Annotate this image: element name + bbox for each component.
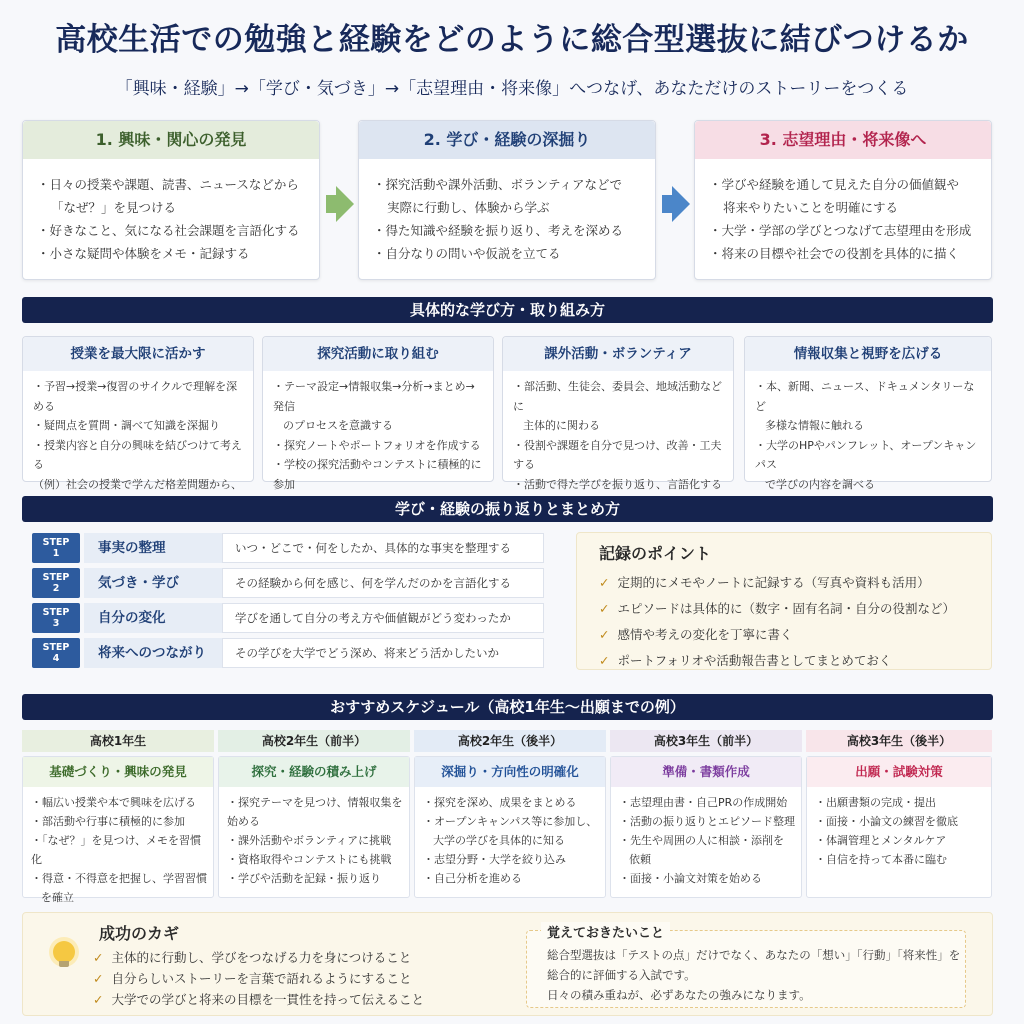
stage-item: ・大学・学部の学びとつなげて志望理由を形成 (709, 223, 972, 238)
schedule-card (610, 756, 802, 898)
method-card-classes (22, 336, 254, 491)
schedule-theme: 探究・経験の積み上げ (219, 757, 409, 787)
schedule-item: ・先生や周囲の人に相談・添削を (619, 834, 784, 847)
check-icon: ✓ (93, 971, 104, 986)
right-arrow-icon (672, 186, 690, 222)
step-description: その経験から何を感じ、何を学んだのかを言語化する (222, 568, 544, 598)
method-title: 探究活動に取り組む (263, 337, 493, 371)
step-badge: STEP 2 (32, 568, 80, 598)
stage-item: 将来やりたいことを明確にする (723, 200, 899, 215)
lightbulb-icon (53, 941, 75, 963)
method-item: ・部活動、生徒会、委員会、地域活動などに (513, 380, 722, 413)
schedule-item: ・活動の振り返りとエピソード整理 (619, 815, 795, 828)
success-key-item: ✓ 自分らしいストーリーを言葉で語れるようにすること (93, 971, 412, 986)
method-item: のプロセスを意識する (283, 419, 393, 432)
success-key-item: ✓ 大学での学びと将来の目標を一貫性を持って伝えること (93, 992, 424, 1007)
check-icon: ✓ (93, 950, 104, 965)
stage-item: ・得た知識や経験を振り返り、考えを深める (373, 223, 624, 238)
schedule-item: ・自己分析を進める (423, 872, 522, 885)
method-item: 主体的に関わる (523, 419, 600, 432)
schedule-item: 大学の学びを具体的に知る (433, 834, 565, 847)
schedule-item: ・部活動や行事に積極的に参加 (31, 815, 185, 828)
schedule-item: ・探究を深め、成果をまとめる (423, 796, 577, 809)
remember-box (526, 926, 966, 1008)
method-item: ・テーマ設定→情報収集→分析→まとめ→発信 (273, 380, 475, 413)
record-points-box (576, 532, 992, 670)
schedule-period: 高校3年生（前半） (610, 730, 802, 752)
step-description: いつ・どこで・何をしたか、具体的な事実を整理する (222, 533, 544, 563)
stage-item: ・好きなこと、気になる社会課題を言語化する (37, 223, 300, 238)
stage-item: 実際に行動し、体験から学ぶ (387, 200, 550, 215)
schedule-item: ・志望分野・大学を絞り込み (423, 853, 566, 866)
method-card-extracurricular (502, 336, 734, 491)
schedule-item: ・資格取得やコンテストにも挑戦 (227, 853, 392, 866)
remember-line: 日々の積み重ねが、必ずあなたの強みになります。 (547, 988, 811, 1002)
record-point-item: ✓ 感情や考えの変化を丁寧に書く (599, 627, 793, 642)
method-item: ・学校の探究活動やコンテストに積極的に参加 (273, 458, 482, 491)
schedule-item: ・面接・小論文対策を始める (619, 872, 762, 885)
schedule-item: ・「なぜ？」を見つけ、メモを習慣化 (31, 834, 202, 866)
record-point-item: ✓ 定期的にメモやノートに記録する（写真や資料も活用） (599, 575, 930, 590)
schedule-period: 高校2年生（後半） (414, 730, 606, 752)
method-item: ・大学のHPやパンフレット、オープンキャンパス (755, 438, 977, 471)
success-key-item: ✓ 主体的に行動し、学びをつなげる力を身につけること (93, 950, 412, 965)
schedule-item: ・オープンキャンパス等に参加し、 (423, 815, 598, 828)
record-point-item: ✓ ポートフォリオや活動報告書としてまとめておく (599, 653, 892, 668)
success-keys-title: 成功のカギ (99, 924, 180, 943)
schedule-period: 高校1年生 (22, 730, 214, 752)
right-arrow-icon (336, 186, 354, 222)
schedule-item: を確立 (41, 891, 74, 904)
method-item: ・予習→授業→復習のサイクルで理解を深める (33, 380, 238, 413)
step-label: 自分の変化 (84, 603, 246, 633)
method-title: 課外活動・ボランティア (503, 337, 733, 371)
method-item: ・授業内容と自分の興味を結びつけて考える (33, 438, 242, 471)
step-label: 将来へのつながり (84, 638, 246, 668)
stage-card-future (694, 120, 992, 280)
schedule-item: ・自信を持って本番に臨む (815, 853, 947, 866)
stage-item: ・将来の目標や社会での役割を具体的に描く (709, 246, 960, 261)
method-item: 多様な情報に触れる (765, 419, 864, 432)
stage-item: ・日々の授業や課題、読書、ニュースなどから (37, 177, 299, 192)
schedule-item: ・体調管理とメンタルケア (815, 834, 947, 847)
remember-line: 総合的に評価する入試です。 (547, 968, 696, 982)
method-item: で学びの内容を調べる (765, 477, 875, 491)
schedule-theme: 出願・試験対策 (807, 757, 991, 787)
stage-card-interest (22, 120, 320, 280)
schedule-item: ・面接・小論文の練習を徹底 (815, 815, 958, 828)
page-subtitle: 「興味・経験」→「学び・気づき」→「志望理由・将来像」へつなげ、あなただけのストーリーをつくる (115, 79, 909, 99)
method-title: 情報収集と視野を広げる (745, 337, 991, 371)
stage-item: ・学びや経験を通して見えた自分の価値観や (709, 177, 960, 192)
stage-card-deepen (358, 120, 656, 280)
record-point-item: ✓ エピソードは具体的に（数字・固有名詞・自分の役割など） (599, 601, 955, 616)
schedule-card (218, 756, 410, 898)
check-icon: ✓ (599, 627, 610, 642)
check-icon: ✓ (599, 575, 610, 590)
method-item: ・役割や課題を自分で見つけ、改善・工夫する (513, 438, 722, 471)
schedule-item: ・得意・不得意を把握し、学習習慣 (31, 872, 207, 885)
schedule-item: ・学びや活動を記録・振り返り (227, 872, 381, 885)
schedule-item: ・出願書類の完成・提出 (815, 796, 936, 809)
check-icon: ✓ (599, 653, 610, 668)
schedule-theme: 準備・書類作成 (611, 757, 801, 787)
step-badge: STEP 1 (32, 533, 80, 563)
schedule-item: 依頼 (629, 853, 651, 866)
step-label: 事実の整理 (84, 533, 246, 563)
section-header-reflection: 学び・経験の振り返りとまとめ方 (22, 496, 993, 522)
schedule-item: ・探究テーマを見つけ、情報収集を始める (227, 796, 403, 828)
step-label: 気づき・学び (84, 568, 246, 598)
stage-item: ・自分なりの問いや仮説を立てる (373, 246, 561, 261)
method-item: ・活動で得た学びを振り返り、言語化する (513, 477, 722, 491)
schedule-theme: 基礎づくり・興味の発見 (23, 757, 213, 787)
stage-title: 3. 志望理由・将来像へ (695, 121, 991, 159)
schedule-item: ・志望理由書・自己PRの作成開始 (619, 796, 788, 809)
schedule-item: ・幅広い授業や本で興味を広げる (31, 796, 196, 809)
stage-item: ・小さな疑問や体験をメモ・記録する (37, 246, 250, 261)
step-description: 学びを通して自分の考え方や価値観がどう変わったか (222, 603, 544, 633)
step-description: その学びを大学でどう深め、将来どう活かしたいか (222, 638, 544, 668)
check-icon: ✓ (599, 601, 610, 616)
stage-item: 「なぜ？」を見つける (51, 200, 177, 215)
step-badge: STEP 4 (32, 638, 80, 668)
method-title: 授業を最大限に活かす (23, 337, 253, 371)
schedule-period: 高校3年生（後半） (806, 730, 992, 752)
stage-title: 2. 学び・経験の深掘り (359, 121, 655, 159)
page-title: 高校生活での勉強と経験をどのように総合型選抜に結びつけるか (55, 22, 969, 58)
stage-title: 1. 興味・関心の発見 (23, 121, 319, 159)
step-badge: STEP 3 (32, 603, 80, 633)
schedule-period: 高校2年生（前半） (218, 730, 410, 752)
section-header-schedule: おすすめスケジュール（高校1年生〜出願までの例） (22, 694, 993, 720)
method-item: （例）社会の授業で学んだ格差問題から、 (33, 477, 242, 491)
schedule-card (414, 756, 606, 898)
remember-title: 覚えておきたいこと (541, 922, 670, 941)
method-card-information (744, 336, 992, 491)
method-card-inquiry (262, 336, 494, 491)
check-icon: ✓ (93, 992, 104, 1007)
remember-line: 総合型選抜は「テストの点」だけでなく、あなたの「想い」「行動」「将来性」を (547, 948, 961, 962)
schedule-card (806, 756, 992, 898)
section-header-methods: 具体的な学び方・取り組み方 (22, 297, 993, 323)
stage-item: ・探究活動や課外活動、ボランティアなどで (373, 177, 623, 192)
record-points-title: 記録のポイント (599, 544, 712, 563)
schedule-card (22, 756, 214, 904)
schedule-item: ・課外活動やボランティアに挑戦 (227, 834, 392, 847)
method-item: ・探究ノートやポートフォリオを作成する (273, 438, 481, 452)
method-item: ・本、新聞、ニュース、ドキュメンタリーなど (755, 380, 975, 413)
schedule-theme: 深掘り・方向性の明確化 (415, 757, 605, 787)
method-item: ・疑問点を質問・調べて知識を深掘り (33, 419, 220, 432)
